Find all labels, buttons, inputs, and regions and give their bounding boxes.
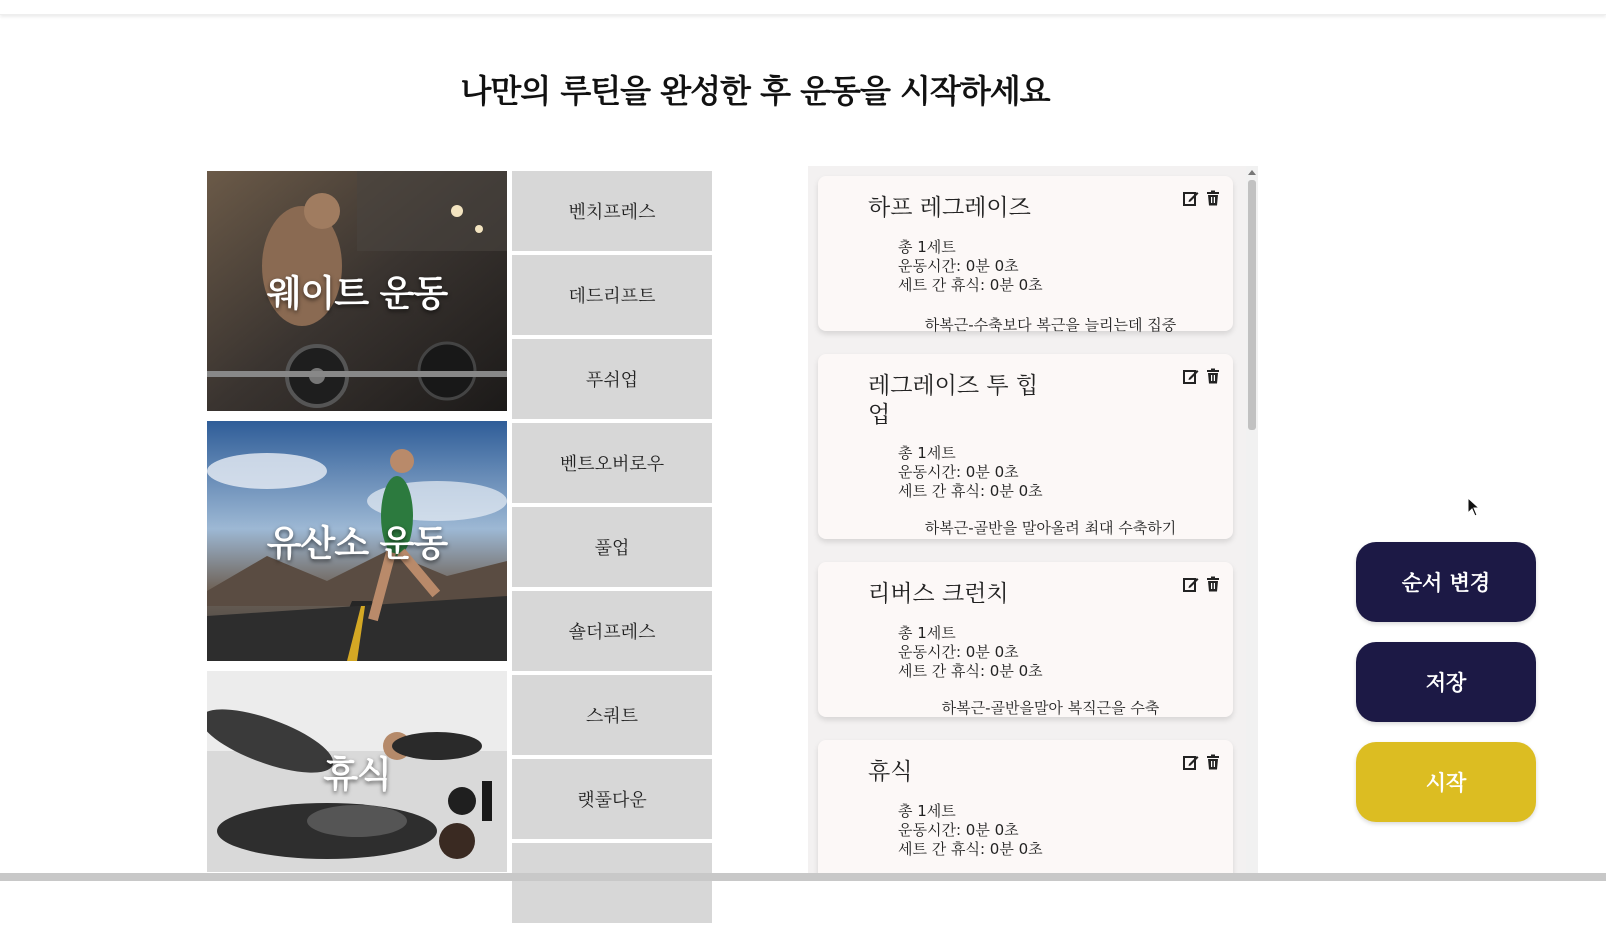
save-button[interactable]: 저장	[1356, 642, 1536, 722]
routine-meta	[898, 624, 1043, 681]
sets-text: 총 1세트	[898, 624, 956, 642]
edit-icon[interactable]	[1183, 190, 1199, 206]
category-label: 웨이트 운동	[266, 273, 448, 315]
exercise-item[interactable]: 벤트오버로우	[512, 423, 712, 503]
routine-meta	[898, 802, 1043, 859]
rest-text: 세트 간 휴식: 0분 0초	[898, 662, 1043, 680]
sets-text: 총 1세트	[898, 444, 956, 462]
category-weight[interactable]	[207, 171, 507, 411]
exercise-list	[512, 171, 712, 927]
card-actions	[1183, 754, 1221, 770]
exercise-item[interactable]: 벤치프레스	[512, 171, 712, 251]
sets-text: 총 1세트	[898, 802, 956, 820]
routine-title: 레그레이즈 투 힙업	[868, 373, 1039, 428]
duration-text: 운동시간: 0분 0초	[898, 821, 1019, 839]
rest-text: 세트 간 휴식: 0분 0초	[898, 276, 1043, 294]
exercise-item[interactable]: 숄더프레스	[512, 591, 712, 671]
trash-icon[interactable]	[1205, 368, 1221, 384]
routine-meta	[898, 444, 1043, 501]
rest-text: 세트 간 휴식: 0분 0초	[898, 482, 1043, 500]
routine-card[interactable]	[818, 562, 1233, 717]
exercise-item[interactable]: 풀업	[512, 507, 712, 587]
exercise-item[interactable]: 데드리프트	[512, 255, 712, 335]
edit-icon[interactable]	[1183, 368, 1199, 384]
trash-icon[interactable]	[1205, 576, 1221, 592]
page-horizontal-scrollbar[interactable]	[0, 873, 1606, 881]
card-actions	[1183, 190, 1221, 206]
routine-card[interactable]	[818, 740, 1233, 873]
category-rest[interactable]	[207, 671, 507, 872]
exercise-item[interactable]: 스쿼트	[512, 675, 712, 755]
routine-panel	[808, 166, 1258, 873]
scroll-thumb[interactable]	[1248, 180, 1256, 430]
trash-icon[interactable]	[1205, 754, 1221, 770]
routine-title: 휴식	[868, 759, 913, 785]
routine-title: 하프 레그레이즈	[868, 195, 1031, 221]
card-actions	[1183, 368, 1221, 384]
exercise-item[interactable]	[512, 843, 712, 923]
exercise-item[interactable]: 랫풀다운	[512, 759, 712, 839]
trash-icon[interactable]	[1205, 190, 1221, 206]
start-button[interactable]: 시작	[1356, 742, 1536, 822]
routine-scrollbar[interactable]	[1246, 166, 1258, 873]
routine-card[interactable]	[818, 176, 1233, 334]
edit-icon[interactable]	[1183, 576, 1199, 592]
category-label: 휴식	[323, 754, 391, 795]
routine-desc: 하복근-골반을 말아올려 최대 수축하기	[924, 519, 1177, 537]
duration-text: 운동시간: 0분 0초	[898, 643, 1019, 661]
duration-text: 운동시간: 0분 0초	[898, 257, 1019, 275]
exercise-item[interactable]: 푸쉬업	[512, 339, 712, 419]
routine-title: 리버스 크런치	[868, 581, 1009, 607]
category-label: 유산소 운동	[266, 523, 448, 565]
routine-meta	[898, 238, 1043, 295]
reorder-button[interactable]: 순서 변경	[1356, 542, 1536, 622]
duration-text: 운동시간: 0분 0초	[898, 463, 1019, 481]
edit-icon[interactable]	[1183, 754, 1199, 770]
category-cardio[interactable]	[207, 421, 507, 661]
sets-text: 총 1세트	[898, 238, 956, 256]
rest-text: 세트 간 휴식: 0분 0초	[898, 840, 1043, 858]
routine-desc: 하복근-수축보다 복근을 늘리는데 집중	[924, 316, 1177, 334]
card-actions	[1183, 576, 1221, 592]
scroll-up-icon[interactable]	[1248, 170, 1256, 175]
page-title: 나만의 루틴을 완성한 후 운동을 시작하세요	[460, 72, 1050, 110]
routine-card[interactable]	[818, 354, 1233, 539]
top-bar	[0, 0, 1606, 15]
mouse-cursor-icon	[1467, 497, 1481, 517]
routine-desc: 하복근-골반을말아 복직근을 수축	[941, 699, 1160, 717]
